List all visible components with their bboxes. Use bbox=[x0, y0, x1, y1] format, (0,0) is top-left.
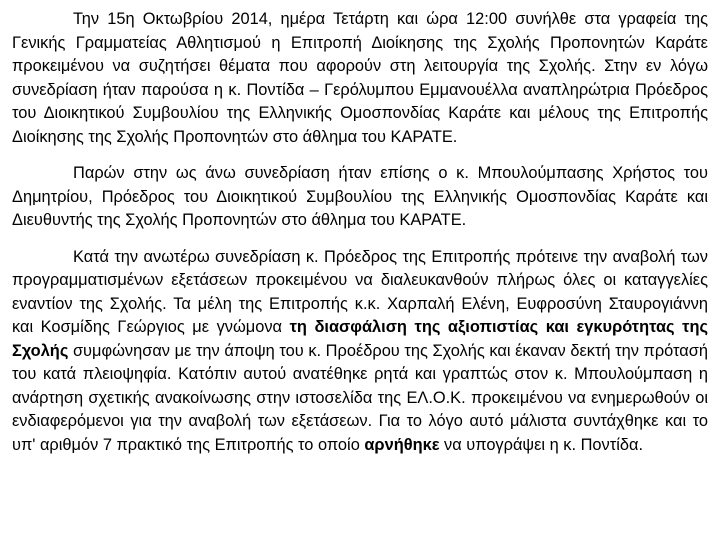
paragraph-attendance bbox=[12, 162, 708, 233]
paragraph-2-text: Παρών στην ως άνω συνεδρίαση ήταν επίσης ο κ. Μπουλούμπασης Χρήστος του Δημητρίου, Πρόεδρος του Διοικητικού Συμβουλίου της Ελληνικής Ομοσπονδίας Καράτε και Διευθυντής της Σχολής Προπονητών στο άθλημα του ΚΑΡΑΤΕ. bbox=[12, 164, 708, 229]
paragraph-3-text-c: να υπογράψει η κ. Ποντίδα. bbox=[439, 435, 644, 454]
paragraph-3-bold-credibility: τη διασφάλιση της αξιοπιστίας και εγκυρότητας της Σχολής bbox=[12, 318, 708, 360]
paragraph-meeting-summary bbox=[12, 8, 708, 149]
paragraph-3-bold-refused: αρνήθηκε bbox=[364, 435, 440, 454]
paragraph-3-text-a: Κατά την ανωτέρω συνεδρίαση κ. Πρόεδρος της Επιτροπής πρότεινε την αναβολή των προγραμματισμένων εξετάσεων προκειμένου να διαλευκανθούν πλήρως όλες οι καταγγελίες εναντίον της Σχολής. Τα μέλη της Επιτροπής κ.κ. Χαρπαλή Ελένη, Ευφροσύνη Σταυρογιάννη και Κοσμίδης Γεώργιος με γνώμονα bbox=[12, 247, 708, 336]
paragraph-3-text-b: συμφώνησαν με την άποψη του κ. Προέδρου της Σχολής και έκαναν δεκτή την πρότασή του κατά πλειοψηφία. Κατόπιν αυτού ανατέθηκε ρητά και γραπτώς στον κ. Μπουλούμπαση η ανάρτηση σχετικής ανακοίνωσης στην ιστοσελίδα της ΕΛ.Ο.Κ. προκειμένου να ενημερωθούν οι ενδιαφερόμενοι για την αναβολή των εξετάσεων. Για το λόγο αυτό μάλιστα συντάχθηκε και το υπ' αριθμόν 7 πρακτικό της Επιτροπής το οποίο bbox=[12, 341, 708, 454]
paragraph-decision bbox=[12, 246, 708, 458]
paragraph-1-text: Την 15η Οκτωβρίου 2014, ημέρα Τετάρτη και ώρα 12:00 συνήλθε στα γραφεία της Γενικής Γραμματείας Αθλητισμού η Επιτροπή Διοίκησης της Σχολής Προπονητών Καράτε προκειμένου να συζητήσει θέματα που αφορούν στη λειτουργία της Σχολής. Στην εν λόγω συνεδρίαση ήταν παρούσα η κ. Ποντίδα – Γερόλυμπου Εμμανουέλλα αναπληρώτρια Πρόεδρος του Διοικητικού Συμβουλίου της Ελληνικής Ομοσπονδίας Καράτε και μέλους της Επιτροπής Διοίκησης της Σχολής Προπονητών στο άθλημα του ΚΑΡΑΤΕ. bbox=[12, 10, 708, 146]
